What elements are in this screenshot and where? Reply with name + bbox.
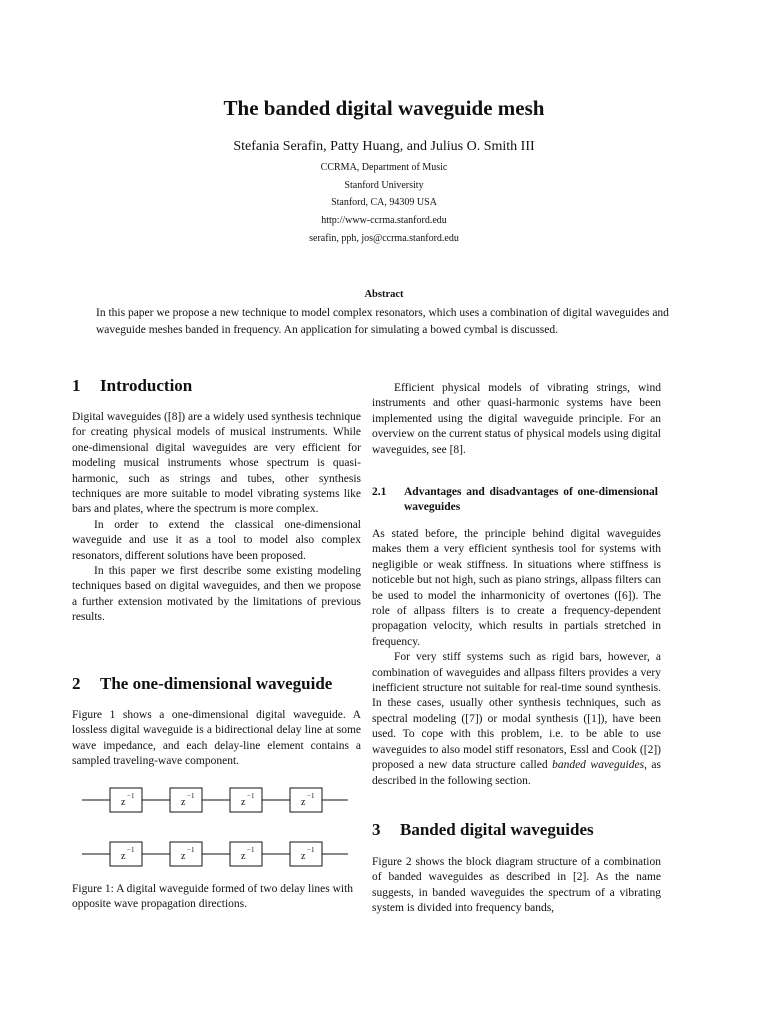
paragraph: In this paper we first describe some existing modeling techniques based on digital waveguides, and then we propose a further extension motivated by the limitations of previous results. <box>72 565 361 624</box>
delay-label-exponent: −1 <box>307 792 315 800</box>
delay-label-exponent: −1 <box>247 846 255 854</box>
delay-block <box>230 842 262 866</box>
delay-block <box>230 788 262 812</box>
section-number: 3 <box>372 820 381 839</box>
delay-label-z: z <box>301 851 306 862</box>
figure-1-diagram <box>78 784 362 874</box>
subsection-number: 2.1 <box>372 486 387 498</box>
delay-label-z: z <box>121 797 126 808</box>
affiliation-line: Stanford, CA, 94309 USA <box>331 197 437 208</box>
delay-label-z: z <box>301 797 306 808</box>
paragraph: Digital waveguides ([8]) are a widely used synthesis technique for creating physical models of musical instruments. While one-dimensional digital waveguides are very efficient for modeling musical instruments whose spectrum is quasi-harmonic, such as strings and tubes, other synthesis techniques are more suitable to model vibrating systems like bars and plates, where the spectrum is more complex. <box>72 411 361 516</box>
advantages-body <box>372 527 661 789</box>
delay-label-z: z <box>181 851 186 862</box>
section-number: 2 <box>72 674 81 693</box>
text-run: For very stiff systems such as rigid bars, however, a combination of waveguides and allpass filters provides a very inefficient structure not suitable for real-time sound synthesis. In these cases, usually other synthesis techniques, such as spectral modeling ([7]) or modal synthesis ([1]), have been used. To cope with this problem, i.e. to be able to use waveguides to also model stiff resonators, Essl and Cook ([2]) proposed a new data structure called <box>372 651 661 772</box>
delay-label-z: z <box>121 851 126 862</box>
delay-block <box>290 842 322 866</box>
affiliation-line: serafin, pph, jos@ccrma.stanford.edu <box>309 233 459 244</box>
emphasis-banded-waveguides: banded waveguides <box>552 759 645 772</box>
paragraph: Figure 2 shows the block diagram structure of a combination of banded waveguides as described in [2]. As the name suggests, in banded waveguides the spectrum of a vibrating system is divided into frequency bands, <box>372 856 661 915</box>
delay-block <box>170 842 202 866</box>
affiliation-line: CCRMA, Department of Music <box>320 162 448 173</box>
delay-label-exponent: −1 <box>247 792 255 800</box>
section-heading-introduction <box>72 376 192 396</box>
delay-label-exponent: −1 <box>187 846 195 854</box>
introduction-body <box>72 410 361 626</box>
paragraph: Efficient physical models of vibrating strings, wind instruments and other quasi-harmonic systems have been implemented using the digital waveguide principle. For an overview on the current status of physical models using digital waveguides, see [8]. <box>372 382 661 456</box>
paragraph: In order to extend the classical one-dimensional waveguide and use it as a tool to model also complex resonators, different solutions have been proposed. <box>72 518 361 562</box>
abstract-text: In this paper we propose a new technique to model complex resonators, which uses a combination of digital waveguides and waveguide meshes banded in frequency. An application for simulating a bowed cymbal is discussed. <box>96 307 669 336</box>
banded-body <box>372 855 661 917</box>
delay-label-exponent: −1 <box>127 846 135 854</box>
subsection-heading-advantages <box>372 485 661 515</box>
section-title: Banded digital waveguides <box>400 820 594 839</box>
section-heading-one-dimensional-waveguide <box>72 674 332 694</box>
right-intro-body <box>372 381 661 458</box>
delay-label-exponent: −1 <box>127 792 135 800</box>
section-title: Introduction <box>100 376 193 395</box>
abstract-heading: Abstract <box>364 289 404 300</box>
delay-label-z: z <box>241 851 246 862</box>
delay-label-z: z <box>181 797 186 808</box>
figure-1-caption <box>72 882 362 913</box>
paragraph <box>372 650 661 789</box>
section-number: 1 <box>72 376 81 395</box>
subsection-title: Advantages and disadvantages of one-dimensional waveguides <box>404 486 658 513</box>
section-title: The one-dimensional waveguide <box>100 674 333 693</box>
delay-label-exponent: −1 <box>187 792 195 800</box>
delay-label-z: z <box>241 797 246 808</box>
waveguide-body <box>72 708 361 770</box>
affiliation-line: http://www-ccrma.stanford.edu <box>321 215 447 226</box>
paragraph: As stated before, the principle behind digital waveguides makes them a very efficient synthesis tool for systems with negligible or weak stiffness. In situations where stiffness is noticeble but not high, such as piano strings, allpass filters can be used to model the inharmonicity of overtones ([6]). The role of allpass filters is to create a frequency-dependent propagation velocity, which results in partials stretched in frequency. <box>372 528 661 648</box>
delay-block <box>110 788 142 812</box>
caption-text: Figure 1: A digital waveguide formed of two delay lines with opposite wave propagation directions. <box>72 883 354 911</box>
text-run: , as described in the following section. <box>372 759 661 787</box>
paragraph: Figure 1 shows a one-dimensional digital waveguide. A lossless digital waveguide is a bidirectional delay line at some wave impedance, and each delay-line element contains a sampled traveling-wave component. <box>72 709 361 768</box>
paper-title: The banded digital waveguide mesh <box>223 96 545 120</box>
abstract-body <box>96 305 676 338</box>
affiliation-line: Stanford University <box>344 180 424 191</box>
authors: Stefania Serafin, Patty Huang, and Julius O. Smith III <box>233 139 535 154</box>
section-heading-banded-digital-waveguides <box>372 820 594 840</box>
delay-block <box>290 788 322 812</box>
delay-block <box>110 842 142 866</box>
delay-block <box>170 788 202 812</box>
delay-label-exponent: −1 <box>307 846 315 854</box>
